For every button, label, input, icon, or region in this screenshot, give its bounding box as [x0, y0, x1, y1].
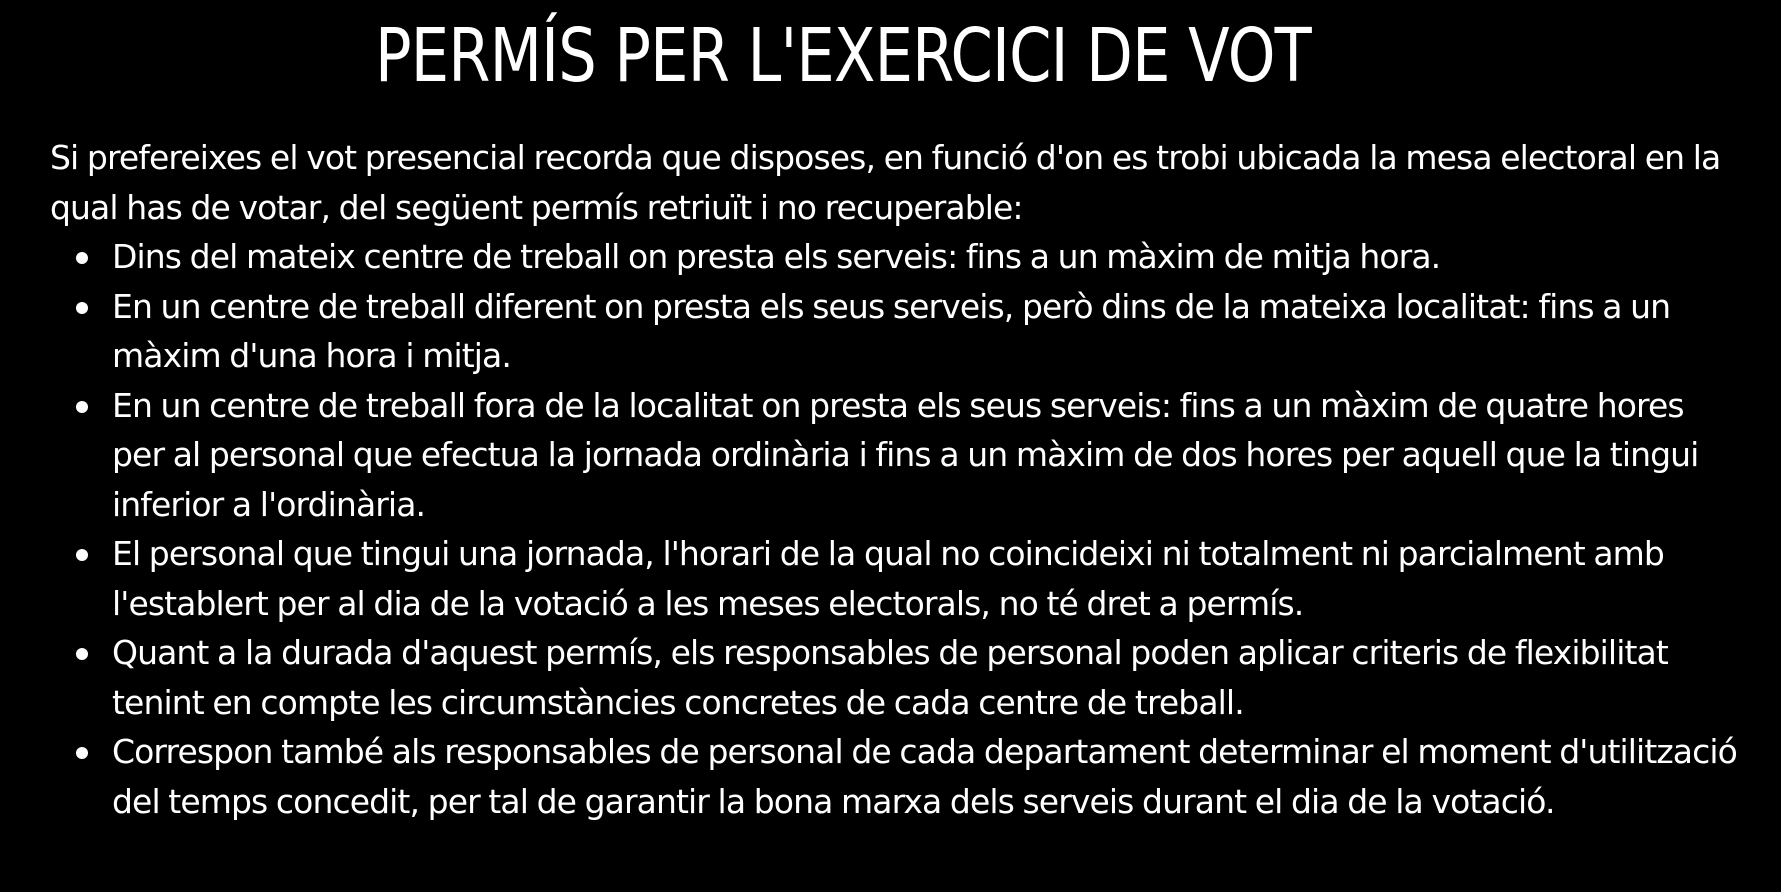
bullet-icon — [76, 549, 88, 561]
list-item — [112, 628, 1740, 727]
page-title: PERMÍS PER L'EXERCICI DE VOT — [375, 13, 1311, 99]
list-item-text: En un centre de treball diferent on presta els seus serveis, però dins de la mateixa localitat: fins a un màxim d'una hora i mitja. — [112, 286, 1671, 375]
list-item — [112, 232, 1740, 282]
bullet-icon — [76, 302, 88, 314]
list-item-text: Correspon també als responsables de personal de cada departament determinar el moment d'utilització del temps concedit, per tal de garantir la bona marxa dels serveis durant el dia de la votació. — [112, 732, 1737, 821]
list-item-text: Quant a la durada d'aquest permís, els responsables de personal poden aplicar criteris de flexibilitat tenint en compte les circumstàncies concretes de cada centre de treball. — [112, 633, 1668, 722]
bullet-icon — [76, 252, 88, 264]
intro-paragraph: Si prefereixes el vot presencial recorda que disposes, en funció d'on es trobi ubicada la mesa electoral en la qual has de votar, del següent permís retriuït i no recuperable: — [50, 138, 1721, 227]
list-item-text: Dins del mateix centre de treball on presta els serveis: fins a un màxim de mitja hora. — [112, 237, 1441, 276]
list-item-text: En un centre de treball fora de la localitat on presta els seus serveis: fins a un màxim de quatre hores per al personal que efectua la jornada ordinària i fins a un màxim de dos hores per aquell que la tingui inferior a l'ordinària. — [112, 385, 1699, 524]
document-body — [50, 133, 1740, 826]
list-item — [112, 727, 1740, 826]
list-item — [112, 282, 1740, 381]
bullet-list — [50, 232, 1740, 826]
list-item — [112, 381, 1740, 530]
bullet-icon — [76, 747, 88, 759]
bullet-icon — [76, 648, 88, 660]
bullet-icon — [76, 401, 88, 413]
list-item — [112, 529, 1740, 628]
list-item-text: El personal que tingui una jornada, l'horari de la qual no coincideixi ni totalment ni parcialment amb l'establert per al dia de la votació a les meses electorals, no té dret a permís. — [112, 534, 1664, 623]
